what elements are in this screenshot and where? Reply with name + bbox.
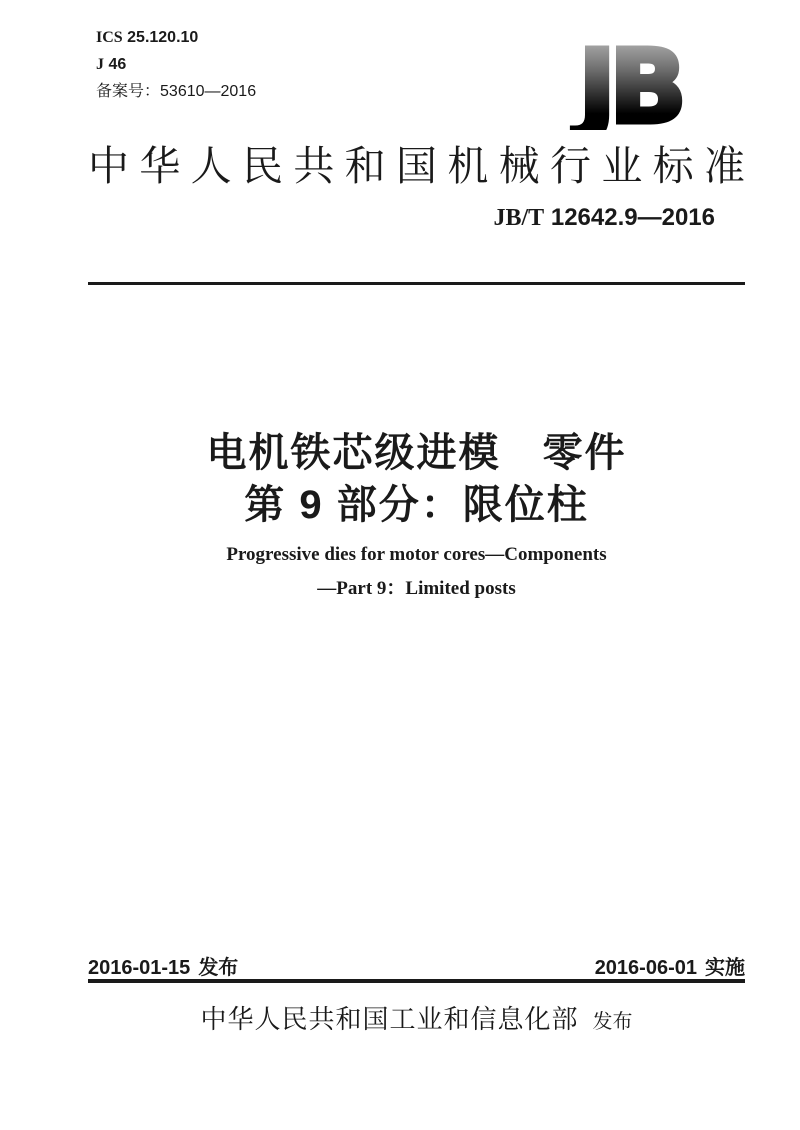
document-title-cn-line1: 电机铁芯级进模 零件	[206, 431, 627, 475]
document-title-en-line1: Progressive dies for motor cores—Components	[226, 544, 607, 565]
standard-number-digits: 12642.9—2016	[550, 204, 715, 231]
record-label: 备案号：	[96, 83, 161, 100]
standard-number-prefix: JB/T	[493, 205, 545, 231]
page-content	[88, 0, 745, 1130]
header-divider	[88, 282, 745, 285]
publisher-name: 中华人民共和国工业和信息化部	[200, 1004, 579, 1034]
dates-row	[88, 951, 745, 980]
header-codes-block	[96, 24, 256, 105]
jb-logo-text: JB	[578, 28, 680, 130]
implement-date: 2016-06-01	[594, 957, 697, 979]
document-title-cn-line2: 第 9 部分：限位柱	[244, 483, 589, 527]
publisher-row	[88, 999, 745, 1036]
issue-date: 2016-01-15	[88, 957, 191, 979]
issue-date-group	[88, 951, 238, 980]
ics-label: ICS	[96, 29, 123, 46]
classification-code-line	[96, 51, 256, 78]
ics-number: 25.120.10	[127, 29, 199, 46]
document-title-en-line2: —Part 9：Limited posts	[317, 578, 516, 599]
class-number: 46	[108, 56, 127, 73]
class-label: J	[96, 56, 104, 73]
footer-divider	[88, 979, 745, 983]
standard-number	[493, 204, 715, 232]
record-number: 53610—2016	[160, 83, 257, 100]
implement-date-group	[595, 951, 745, 980]
standard-category-title: 中华人民共和国机械行业标准	[88, 143, 745, 189]
publisher-action-label: 发布	[592, 1011, 633, 1033]
jb-logo	[553, 24, 705, 130]
ics-code-line	[96, 24, 256, 51]
implement-date-label: 实施	[705, 957, 745, 979]
jb-logo-graphic	[553, 24, 705, 130]
issue-date-label: 发布	[198, 957, 239, 979]
record-number-line	[96, 78, 256, 105]
